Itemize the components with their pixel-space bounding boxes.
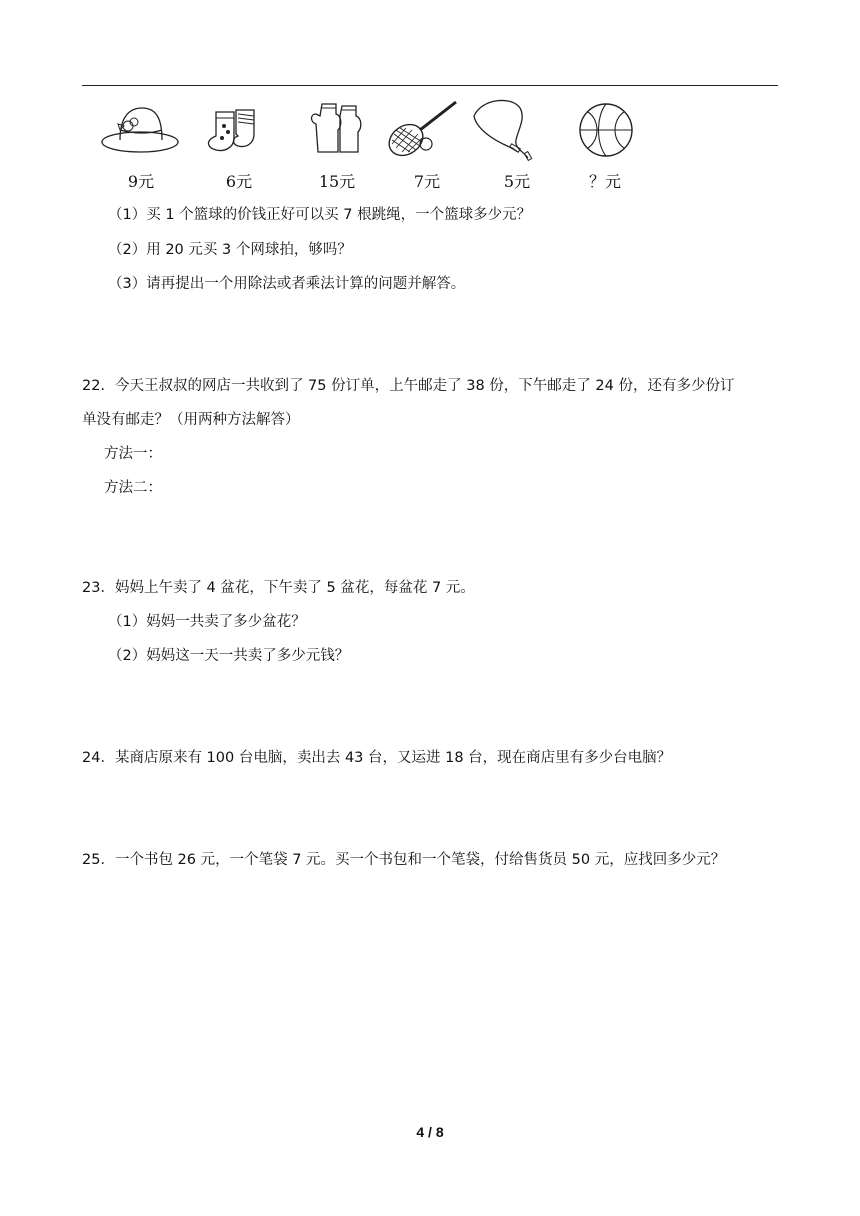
q22-line2: 单没有邮走？（用两种方法解答） — [82, 412, 300, 428]
q22-method1: 方法一： — [104, 446, 162, 462]
q25-stem: 25．一个书包 26 元，一个笔袋 7 元。买一个书包和一个笔袋，付给售货员 50 元，应找回多少元？ — [82, 852, 726, 868]
tennis-racket-item — [382, 94, 472, 194]
q21-sub1: （1）买 1 个篮球的价钱正好可以买 7 根跳绳，一个篮球多少元？ — [108, 207, 532, 223]
q22-line1: 22．今天王叔叔的网店一共收到了 75 份订单，上午邮走了 38 份，下午邮走了 24 份，还有多少份订 — [82, 378, 735, 394]
hat-price: 9元 — [127, 172, 155, 191]
jump-rope-price: 5元 — [503, 172, 531, 191]
jump-rope-icon — [472, 94, 562, 164]
gloves-price: 15元 — [318, 172, 356, 191]
q23-sub1: （1）妈妈一共卖了多少盆花？ — [108, 614, 306, 630]
hat-icon — [96, 94, 186, 164]
socks-icon — [194, 94, 284, 164]
jump-rope-item — [472, 94, 562, 194]
q24-stem: 24．某商店原来有 100 台电脑，卖出去 43 台，又运进 18 台，现在商店里有多少台电脑？ — [82, 750, 672, 766]
q23-stem: 23．妈妈上午卖了 4 盆花，下午卖了 5 盆花，每盆花 7 元。 — [82, 580, 475, 596]
basketball-price: ？元 — [588, 172, 621, 191]
basketball-item — [560, 94, 650, 194]
socks-price: 6元 — [225, 172, 253, 191]
tennis-racket-price: 7元 — [413, 172, 441, 191]
gloves-icon — [292, 94, 382, 164]
header-rule — [82, 85, 778, 86]
socks-item — [194, 94, 284, 194]
tennis-racket-icon — [382, 94, 472, 164]
hat-item — [96, 94, 186, 194]
q21-sub3: （3）请再提出一个用除法或者乘法计算的问题并解答。 — [108, 276, 466, 292]
gloves-item — [292, 94, 382, 194]
q23-sub2: （2）妈妈这一天一共卖了多少元钱？ — [108, 648, 350, 664]
q22-method2: 方法二： — [104, 480, 162, 496]
item-price-strip — [96, 94, 656, 194]
basketball-icon — [560, 94, 650, 164]
page-number: 4 / 8 — [416, 1124, 444, 1140]
q21-sub2: （2）用 20 元买 3 个网球拍，够吗？ — [108, 242, 352, 258]
